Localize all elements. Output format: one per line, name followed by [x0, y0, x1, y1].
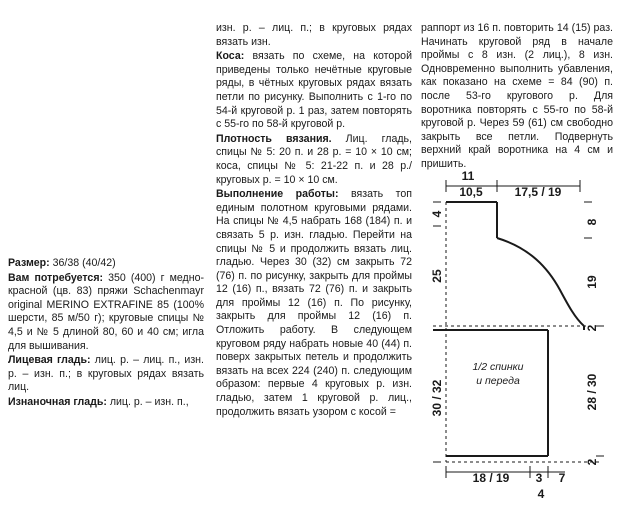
- dim-bottom-4: 4: [537, 487, 545, 501]
- size-label: Размер:: [8, 257, 50, 269]
- stockinette-label: Лицевая гладь:: [8, 354, 91, 367]
- reverse-value: лиц. р. – изн. п.,: [106, 395, 189, 408]
- size-value: 36/38 (40/42): [49, 257, 116, 269]
- dim-top-shoulder: 17,5 / 19: [514, 185, 562, 199]
- reverse-continuation: изн. р. – лиц. п.; в круговых рядах вязать изн.: [216, 22, 412, 48]
- dim-left-top: 4: [430, 210, 444, 218]
- dim-right-19: 19: [585, 275, 599, 289]
- stockinette-value: лиц. р. – лиц. п., изн. р. – изн. п.; в круговых рядах вязать лиц.: [8, 354, 204, 394]
- dim-right-body: 28 / 30: [585, 373, 599, 411]
- dim-left-armhole: 25: [430, 269, 444, 283]
- dim-right-2-bottom: 2: [585, 458, 599, 466]
- dim-right-2-top: 2: [585, 324, 599, 332]
- dim-left-body: 30 / 32: [430, 379, 444, 417]
- braid-label: Коса:: [216, 50, 245, 63]
- density-label: Плотность вязания.: [216, 132, 332, 145]
- braid-value: вязать по схеме, на которой приведены только нечётные круговые ряды, в чётных круговых рядах вязать петли по рисунку. Выполнить с 1-го по 54-й круговой р. 1 раз, затем повторять с 55-го по 58-й круговой р.: [216, 50, 412, 131]
- dim-bottom-width: 18 / 19: [472, 471, 510, 485]
- schema-outline: [433, 180, 604, 478]
- piece-label-line2: и переда: [476, 375, 520, 387]
- dim-top-neck: 10,5: [459, 185, 483, 199]
- dim-top-width: 11: [461, 169, 475, 183]
- density-value: Лиц. гладь, спицы № 5: 20 п. и 28 р. = 10 × 10 см; коса, спицы № 5: 21-22 п. и 28 р./круговых р. = 10 × 10 см.: [216, 132, 412, 186]
- piece-label-line1: 1/2 спинки: [472, 361, 524, 373]
- materials-label: Вам потребуется:: [8, 271, 104, 284]
- pattern-continuation: раппорт из 16 п. повторить 14 (15) раз. Начинать круговой ряд в начале проймы с 8 изн. (2 лиц.), 8 изн. Одновременно выполнить убавления, как показано на схеме = 84 (90) п. после 53-го кругового р. Для воротника повторять с 55-го по 58-й круговой р. Через 59 (61) см свободно закрыть все петли. Подвернуть верхний край воротника на 4 см и пришить.: [421, 22, 613, 170]
- dim-bottom-3: 3: [535, 471, 543, 485]
- materials-value: 350 (400) г медно-красной (цв. 83) пряжи Schachenmayr original MERINO EXTRAFINE 85 (100% шерсти, 85 м/50 г); круговые спицы № 4,5 и № 5 длиной 80, 60 и 40 см; игла для вышивания.: [8, 271, 204, 352]
- dim-bottom-7: 7: [558, 471, 566, 485]
- reverse-label: Изнаночная гладь:: [8, 395, 107, 408]
- work-value: вязать топ единым полотном круговыми рядами. На спицы № 4,5 набрать 168 (184) п. и связать 5 р. изн. гладью. Перейти на спицы № 5 и продолжить вязать лиц. гладью. Через 30 (32) см закрыть 72 (76) п. по рисунку, закрыть для проймы 12 (16) п., вязать 72 (76) п. и закрыть для проймы 12 (16) п. По рисунку, закрыть для проймы 12 (16) п. Отложить работу. В следующем круговом ряду набрать новые 40 (44) п. поверх закрытых петель и продолжить вязать на всех 224 (240) п. следующим образом: первые 4 круговых р. изн. гладью, затем 1 круговой р. лиц., продолжить вязать узором с косой =: [216, 188, 412, 418]
- dim-right-8: 8: [585, 218, 599, 226]
- work-label: Выполнение работы:: [216, 188, 339, 201]
